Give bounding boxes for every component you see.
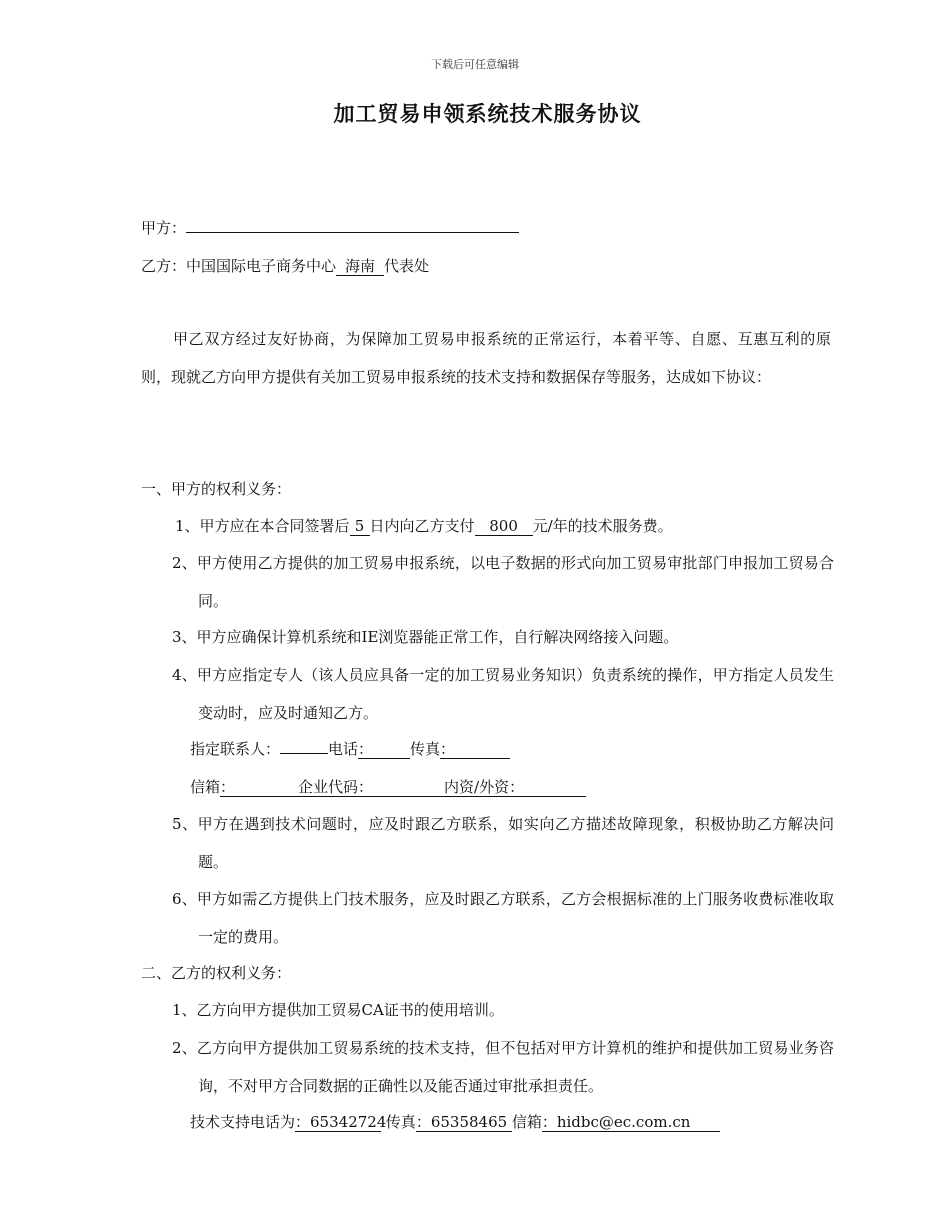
- phone-label: 电话: [328, 740, 359, 758]
- support-contact-line: [190, 1112, 720, 1132]
- email-label: 信箱: [190, 778, 221, 796]
- item1-fee: 800: [475, 517, 533, 536]
- section2-item1: 1、乙方向甲方提供加工贸易CA证书的使用培训。: [172, 1001, 504, 1019]
- item1-prefix: 1、甲方应在本合同签署后: [175, 517, 350, 535]
- email-blank: ：: [220, 778, 298, 797]
- intro-paragraph: 甲乙双方经过友好协商，为保障加工贸易申报系统的正常运行，本着平等、自愿、互惠互利的原则，现就乙方向甲方提供有关加工贸易申报系统的技术支持和数据保存等服务，达成如下协议：: [141, 330, 831, 386]
- section1-item6: 6、甲方如需乙方提供上门技术服务，应及时跟乙方联系，乙方会根据标准的上门服务收费标准收取一定的费用。: [172, 890, 834, 946]
- support-fax: ：65358465: [416, 1113, 512, 1132]
- item1-days: 5: [350, 517, 370, 536]
- support-email-label: 信箱: [511, 1113, 542, 1131]
- party-b-region: 海南: [336, 257, 384, 276]
- contact-line-2: [190, 777, 586, 797]
- support-phone: ：65342724: [295, 1113, 387, 1131]
- support-phone-label: 技术支持电话为: [190, 1113, 296, 1131]
- header-note: 下载后可任意编辑: [431, 58, 519, 71]
- section1-item1: [175, 516, 673, 536]
- item1-suffix: 元/年的技术服务费。: [532, 517, 673, 535]
- party-a-blank: [186, 232, 519, 233]
- fax-blank: ：: [440, 740, 510, 759]
- section1-item4: 4、甲方应指定专人（该人员应具备一定的加工贸易业务知识）负责系统的操作，甲方指定人员发生变动时，应及时通知乙方。: [172, 666, 834, 722]
- item1-mid: 日内向乙方支付: [369, 517, 475, 535]
- fax-label: 传真: [410, 740, 441, 758]
- support-fax-label: 传真: [385, 1113, 416, 1131]
- section1-item3: 3、甲方应确保计算机系统和IE浏览器能正常工作，自行解决网络接入问题。: [172, 628, 679, 646]
- section2-heading: 二、乙方的权利义务：: [141, 964, 292, 982]
- support-email: ：hidbc@ec.com.cn: [542, 1113, 720, 1132]
- section2-item2: 2、乙方向甲方提供加工贸易系统的技术支持，但不包括对甲方计算机的维护和提供加工贸易业务咨询，不对甲方合同数据的正确性以及能否通过审批承担责任。: [172, 1039, 834, 1095]
- section1-item5: 5、甲方在遇到技术问题时，应及时跟乙方联系，如实向乙方描述故障现象，积极协助乙方解决问题。: [172, 815, 834, 871]
- company-code-field: 企业代码：: [298, 778, 440, 797]
- contact-line-1: [190, 739, 510, 759]
- party-b-prefix: 乙方：中国国际电子商务中心: [141, 257, 337, 275]
- phone-blank: ：: [358, 740, 410, 759]
- party-b-suffix: 代表处: [384, 257, 430, 275]
- section1-item2: 2、甲方使用乙方提供的加工贸易申报系统，以电子数据的形式向加工贸易审批部门申报加工贸易合同。: [172, 554, 834, 610]
- party-a-line: [141, 218, 519, 238]
- party-b-line: [141, 256, 429, 276]
- section1-heading: 一、甲方的权利义务：: [141, 480, 292, 498]
- capital-type-field: 内资/外资：: [440, 778, 586, 797]
- contact-person-label: 指定联系人：: [190, 740, 281, 758]
- contact-person-blank: [280, 753, 328, 754]
- party-a-label: 甲方：: [141, 219, 187, 237]
- document-title: 加工贸易申领系统技术服务协议: [333, 102, 642, 126]
